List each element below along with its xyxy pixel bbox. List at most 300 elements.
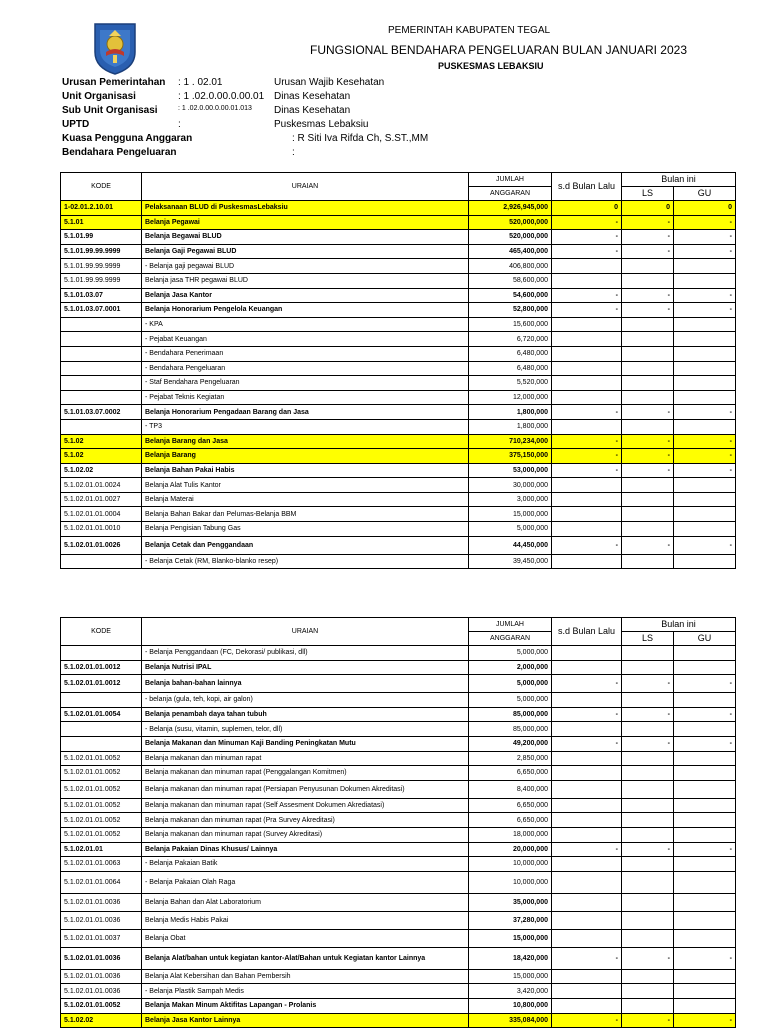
jumlah-cell: 710,234,000 [469,434,552,449]
kode-cell [61,693,142,708]
sd-bulan-lalu-cell [552,376,622,391]
kode-cell: 5.1.02.02 [61,1013,142,1028]
ls-cell: 0 [622,201,674,216]
bulan-ini-header: Bulan ini [622,173,736,187]
kode-cell: 5.1.01.99.99.9999 [61,273,142,288]
gu-cell [674,507,736,522]
ls-cell: - [622,736,674,751]
sd-bulan-lalu-cell [552,871,622,893]
gu-cell: - [674,675,736,693]
uraian-cell: - KPA [142,317,469,332]
kode-cell: 5.1.01.99 [61,230,142,245]
kode-cell: 5.1.02.01.01.0010 [61,522,142,537]
ls-cell [622,751,674,766]
ls-cell: - [622,1013,674,1028]
uraian-cell: Belanja Barang dan Jasa [142,434,469,449]
sd-bulan-lalu-cell: - [552,288,622,303]
ls-cell: - [622,707,674,722]
uraian-cell: Belanja Honorarium Pengelola Keuangan [142,303,469,318]
gu-cell [674,478,736,493]
uraian-cell: - Belanja Pakaian Olah Raga [142,871,469,893]
kode-cell: 5.1.02.01.01.0026 [61,536,142,554]
kode-cell [61,722,142,737]
ls-cell [622,273,674,288]
table-row [61,693,736,708]
kode-cell: 5.1.01.03.07 [61,288,142,303]
sd-bulan-lalu-cell: - [552,449,622,464]
uraian-cell: Belanja Begawai BLUD [142,230,469,245]
table-row [61,215,736,230]
table-row [61,722,736,737]
ls-cell: - [622,230,674,245]
sd-bulan-lalu-cell [552,857,622,872]
ls-cell [622,346,674,361]
uraian-cell: - TP3 [142,419,469,434]
jumlah-cell: 49,200,000 [469,736,552,751]
jumlah-cell: 15,000,000 [469,969,552,984]
jumlah-cell: 10,800,000 [469,998,552,1013]
uraian-cell: - Staf Bendahara Pengeluaran [142,376,469,391]
jumlah-cell: 15,600,000 [469,317,552,332]
jumlah-cell: 6,720,000 [469,332,552,347]
uraian-cell: Belanja Pakaian Dinas Khusus/ Lainnya [142,842,469,857]
jumlah-cell: 15,000,000 [469,929,552,947]
sd-bulan-lalu-cell [552,507,622,522]
table-row [61,376,736,391]
jumlah-cell: 5,520,000 [469,376,552,391]
table-row [61,969,736,984]
ls-cell [622,766,674,781]
sd-bulan-lalu-cell [552,751,622,766]
kode-cell: 5.1.02.01.01.0052 [61,780,142,798]
urusan-label: Urusan Pemerintahan [62,77,166,88]
kode-header: KODE [61,173,142,201]
uraian-cell: Belanja Bahan dan Alat Laboratorium [142,893,469,911]
sd-bulan-lalu-cell: - [552,842,622,857]
uraian-cell: Belanja Cetak dan Penggandaan [142,536,469,554]
table-row [61,827,736,842]
jumlah-header: JUMLAH [469,618,552,632]
gu-cell [674,693,736,708]
sd-bulan-lalu-cell [552,317,622,332]
kode-cell [61,346,142,361]
table-row [61,813,736,828]
kode-cell: 5.1.02.02 [61,463,142,478]
uraian-cell: Belanja Jasa Kantor [142,288,469,303]
gu-cell [674,871,736,893]
gu-cell: - [674,536,736,554]
sd-bulan-lalu-cell [552,646,622,661]
ls-header: LS [622,187,674,201]
uraian-cell: Belanja Pengisian Tabung Gas [142,522,469,537]
ls-cell [622,390,674,405]
uraian-cell: Belanja penambah daya tahan tubuh [142,707,469,722]
gu-cell [674,646,736,661]
ls-cell: - [622,303,674,318]
jumlah-cell: 520,000,000 [469,215,552,230]
uraian-cell: Belanja Bahan Bakar dan Pelumas-Belanja BBM [142,507,469,522]
subunit-label: Sub Unit Organisasi [62,105,158,116]
table-row [61,675,736,693]
uraian-cell: Belanja Makan Minum Aktifitas Lapangan - Prolanis [142,998,469,1013]
sd-bulan-lalu-cell [552,893,622,911]
gu-cell: - [674,947,736,969]
jumlah-cell: 3,000,000 [469,492,552,507]
table-row [61,332,736,347]
bulan-ini-header: Bulan ini [622,618,736,632]
gu-cell [674,984,736,999]
ls-cell: - [622,405,674,420]
ls-cell [622,929,674,947]
gu-cell [674,911,736,929]
uraian-cell: - Belanja Penggandaan (FC, Dekorasi/ publikasi, dll) [142,646,469,661]
urusan-code: : 1 . 02.01 [178,77,223,88]
table-row [61,929,736,947]
jumlah-cell: 5,000,000 [469,522,552,537]
ls-cell [622,893,674,911]
kode-cell: 5.1.02.01.01.0063 [61,857,142,872]
table-row [61,780,736,798]
kode-cell: 5.1.02.01.01.0036 [61,893,142,911]
jumlah-cell: 2,850,000 [469,751,552,766]
kode-cell [61,419,142,434]
gu-cell [674,259,736,274]
table-row [61,911,736,929]
uraian-cell: Belanja makanan dan minuman rapat (Penggalangan Komitmen) [142,766,469,781]
ls-cell [622,646,674,661]
ls-cell [622,998,674,1013]
jumlah-cell: 406,800,000 [469,259,552,274]
bendahara-value: : [292,147,295,158]
gu-cell [674,813,736,828]
kode-header: KODE [61,618,142,646]
kode-cell: 5.1.02.01.01.0052 [61,998,142,1013]
sd-bulan-lalu-cell [552,813,622,828]
table-row [61,871,736,893]
sd-bulan-lalu-cell: - [552,215,622,230]
kode-cell: 5.1.02.01.01.0036 [61,947,142,969]
table-row [61,984,736,999]
uptd-label: UPTD [62,119,90,130]
uraian-cell: Belanja makanan dan minuman rapat (Pra Survey Akreditasi) [142,813,469,828]
jumlah-cell: 375,150,000 [469,449,552,464]
table-row [61,390,736,405]
sd-bulan-lalu-cell [552,361,622,376]
gu-cell [674,390,736,405]
kode-cell: 5.1.02.01.01.0004 [61,507,142,522]
puskesmas-name: PUSKESMAS LEBAKSIU [438,61,544,71]
table-row [61,303,736,318]
ls-cell [622,522,674,537]
sd-bulan-lalu-cell: - [552,707,622,722]
kpa-label: Kuasa Pengguna Anggaran [62,133,193,144]
table-row [61,536,736,554]
kode-cell: 5.1.02.01.01 [61,842,142,857]
table-row [61,259,736,274]
jumlah-cell: 5,000,000 [469,675,552,693]
anggaran-header: ANGGARAN [469,632,552,646]
sd-bulan-lalu-cell [552,693,622,708]
table-row [61,449,736,464]
kabupaten-tegal-crest-icon [92,22,138,76]
gu-cell [674,857,736,872]
sd-bulan-lalu-cell [552,766,622,781]
gu-cell [674,893,736,911]
table-row [61,346,736,361]
uraian-cell: Belanja Jasa Kantor Lainnya [142,1013,469,1028]
table-row [61,646,736,661]
gu-cell: - [674,736,736,751]
unit-code: : 1 .02.0.00.0.00.01 [178,91,265,102]
gu-cell [674,780,736,798]
gu-cell: - [674,405,736,420]
table-row [61,288,736,303]
gu-cell [674,346,736,361]
kode-cell [61,361,142,376]
sd-bulan-lalu-cell: - [552,434,622,449]
kode-cell: 5.1.02.01.01.0036 [61,911,142,929]
gu-cell [674,969,736,984]
uraian-cell: - Pejabat Keuangan [142,332,469,347]
sd-bulan-lalu-cell: - [552,675,622,693]
uraian-cell: Belanja Alat Tulis Kantor [142,478,469,493]
sd-bulan-lalu-cell [552,554,622,569]
ls-cell [622,507,674,522]
table-row [61,478,736,493]
kode-cell: 5.1.01.99.99.9999 [61,244,142,259]
sd-bulan-lalu-header: s.d Bulan Lalu [552,618,622,646]
ls-cell [622,827,674,842]
kode-cell: 5.1.02.01.01.0027 [61,492,142,507]
kode-cell: 5.1.01.99.99.9999 [61,259,142,274]
uraian-cell: Belanja Obat [142,929,469,947]
sd-bulan-lalu-cell [552,780,622,798]
sd-bulan-lalu-cell: - [552,230,622,245]
sd-bulan-lalu-cell: - [552,463,622,478]
sd-bulan-lalu-cell: - [552,947,622,969]
government-heading: PEMERINTAH KABUPATEN TEGAL [388,25,551,36]
ls-cell: - [622,288,674,303]
sd-bulan-lalu-cell: - [552,1013,622,1028]
table-row [61,405,736,420]
kode-cell: 5.1.02.01.01.0052 [61,827,142,842]
jumlah-cell: 5,000,000 [469,646,552,661]
table-row [61,361,736,376]
uptd-code: : [178,119,181,130]
budget-table-page2 [60,617,736,1028]
jumlah-cell: 10,000,000 [469,871,552,893]
uraian-header: URAIAN [142,173,469,201]
sd-bulan-lalu-header: s.d Bulan Lalu [552,173,622,201]
jumlah-cell: 520,000,000 [469,230,552,245]
jumlah-header: JUMLAH [469,173,552,187]
sd-bulan-lalu-cell [552,492,622,507]
sd-bulan-lalu-cell: - [552,736,622,751]
table-row [61,736,736,751]
jumlah-cell: 85,000,000 [469,722,552,737]
uraian-cell: Belanja Honorarium Pengadaan Barang dan Jasa [142,405,469,420]
ls-cell [622,361,674,376]
uraian-cell: Belanja Materai [142,492,469,507]
jumlah-cell: 39,450,000 [469,554,552,569]
kode-cell: 5.1.02.01.01.0037 [61,929,142,947]
gu-cell [674,376,736,391]
kode-cell [61,317,142,332]
ls-cell [622,722,674,737]
gu-cell: - [674,288,736,303]
kode-cell: 5.1.02.01.01.0052 [61,751,142,766]
sd-bulan-lalu-cell: - [552,405,622,420]
jumlah-cell: 18,420,000 [469,947,552,969]
uraian-cell: Belanja Gaji Pegawai BLUD [142,244,469,259]
gu-cell: - [674,463,736,478]
bendahara-label: Bendahara Pengeluaran [62,147,177,158]
sd-bulan-lalu-cell [552,998,622,1013]
gu-cell: - [674,244,736,259]
urusan-name: Urusan Wajib Kesehatan [274,77,385,88]
ls-cell: - [622,675,674,693]
ls-cell [622,693,674,708]
table-row [61,419,736,434]
uraian-cell: Pelaksanaan BLUD di PuskesmasLebaksiu [142,201,469,216]
uraian-cell: - Bendahara Pengeluaran [142,361,469,376]
gu-cell: - [674,1013,736,1028]
kode-cell [61,646,142,661]
table-row [61,522,736,537]
ls-cell [622,492,674,507]
sd-bulan-lalu-cell [552,522,622,537]
ls-cell [622,478,674,493]
table-row [61,893,736,911]
kode-cell: 5.1.02.01.01.0052 [61,798,142,813]
gu-cell [674,419,736,434]
table-row [61,201,736,216]
ls-cell [622,660,674,675]
table-row [61,1013,736,1028]
uraian-cell: Belanja makanan dan minuman rapat (Self Assesment Dokumen Akrediatasi) [142,798,469,813]
ls-cell [622,376,674,391]
table-row [61,947,736,969]
uraian-cell: Belanja makanan dan minuman rapat [142,751,469,766]
sd-bulan-lalu-cell [552,969,622,984]
table-row [61,660,736,675]
uraian-cell: - Pejabat Teknis Kegiatan [142,390,469,405]
jumlah-cell: 8,400,000 [469,780,552,798]
kode-cell: 5.1.02.01.01.0012 [61,675,142,693]
table-row [61,317,736,332]
jumlah-cell: 58,600,000 [469,273,552,288]
gu-header: GU [674,187,736,201]
jumlah-cell: 15,000,000 [469,507,552,522]
kode-cell: 5.1.02.01.01.0054 [61,707,142,722]
kode-cell: 5.1.02.01.01.0064 [61,871,142,893]
gu-cell [674,522,736,537]
gu-cell [674,554,736,569]
jumlah-cell: 6,480,000 [469,361,552,376]
table-row [61,244,736,259]
ls-cell [622,911,674,929]
gu-cell [674,998,736,1013]
kode-cell [61,332,142,347]
sd-bulan-lalu-cell [552,827,622,842]
jumlah-cell: 10,000,000 [469,857,552,872]
table-row [61,434,736,449]
sd-bulan-lalu-cell [552,390,622,405]
ls-header: LS [622,632,674,646]
gu-cell: - [674,842,736,857]
uraian-cell: - Belanja (susu, vitamin, suplemen, telor, dll) [142,722,469,737]
ls-cell [622,332,674,347]
subunit-name: Dinas Kesehatan [274,105,351,116]
sd-bulan-lalu-cell [552,798,622,813]
table-row [61,751,736,766]
gu-cell: - [674,707,736,722]
ls-cell: - [622,463,674,478]
anggaran-header: ANGGARAN [469,187,552,201]
jumlah-cell: 335,084,000 [469,1013,552,1028]
kode-cell: 5.1.01.03.07.0001 [61,303,142,318]
gu-cell [674,361,736,376]
sd-bulan-lalu-cell: - [552,303,622,318]
table-row [61,766,736,781]
kode-cell: 5.1.01.03.07.0002 [61,405,142,420]
jumlah-cell: 18,000,000 [469,827,552,842]
uraian-header: URAIAN [142,618,469,646]
sd-bulan-lalu-cell [552,419,622,434]
jumlah-cell: 44,450,000 [469,536,552,554]
kode-cell: 5.1.02 [61,449,142,464]
kode-cell: 5.1.02 [61,434,142,449]
uraian-cell: Belanja jasa THR pegawai BLUD [142,273,469,288]
table-row [61,998,736,1013]
uraian-cell: Belanja makanan dan minuman rapat (Persiapan Penyusunan Dokumen Akreditasi) [142,780,469,798]
ls-cell [622,857,674,872]
table-row [61,842,736,857]
kode-cell: 5.1.02.01.01.0052 [61,813,142,828]
table-row [61,798,736,813]
jumlah-cell: 85,000,000 [469,707,552,722]
kode-cell: 5.1.02.01.01.0052 [61,766,142,781]
table-row [61,492,736,507]
kode-cell [61,554,142,569]
uraian-cell: - Belanja Plastik Sampah Medis [142,984,469,999]
table-row [61,554,736,569]
unit-label: Unit Organisasi [62,91,136,102]
ls-cell [622,317,674,332]
jumlah-cell: 2,926,945,000 [469,201,552,216]
gu-header: GU [674,632,736,646]
sd-bulan-lalu-cell [552,346,622,361]
sd-bulan-lalu-cell: - [552,244,622,259]
jumlah-cell: 2,000,000 [469,660,552,675]
table-row [61,230,736,245]
jumlah-cell: 5,000,000 [469,693,552,708]
gu-cell [674,751,736,766]
jumlah-cell: 20,000,000 [469,842,552,857]
budget-table-page1 [60,172,736,569]
uraian-cell: - Belanja gaji pegawai BLUD [142,259,469,274]
document-title: FUNGSIONAL BENDAHARA PENGELUARAN BULAN JANUARI 2023 [310,43,687,57]
ls-cell: - [622,842,674,857]
jumlah-cell: 52,800,000 [469,303,552,318]
sd-bulan-lalu-cell: 0 [552,201,622,216]
jumlah-cell: 6,650,000 [469,766,552,781]
uptd-name: Puskesmas Lebaksiu [274,119,369,130]
ls-cell [622,259,674,274]
jumlah-cell: 12,000,000 [469,390,552,405]
jumlah-cell: 37,280,000 [469,911,552,929]
gu-cell [674,766,736,781]
